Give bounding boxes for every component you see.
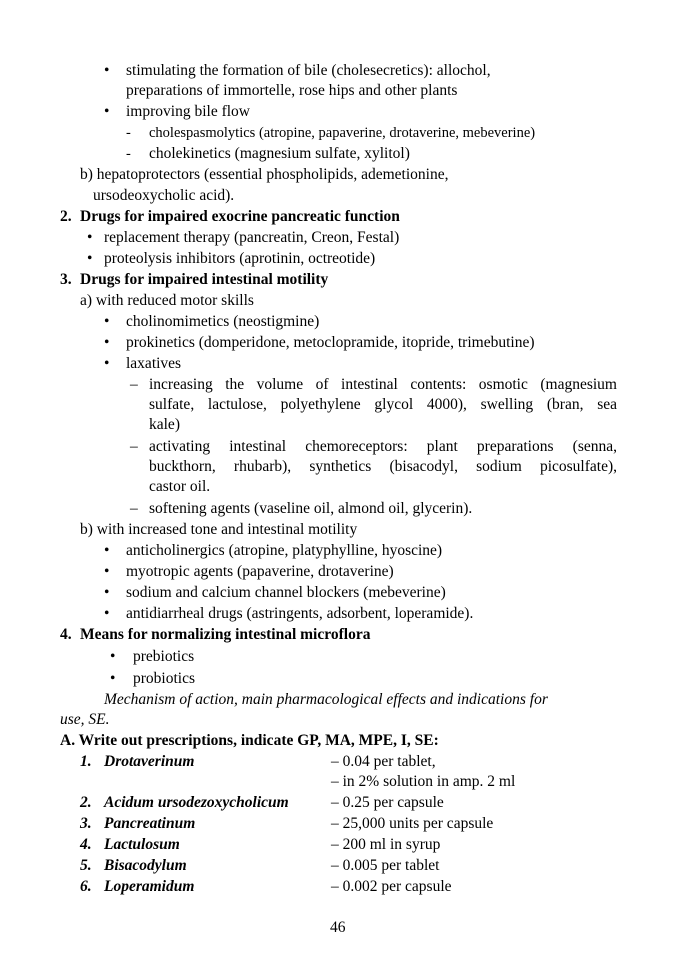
- bullet-icon: •: [104, 103, 110, 120]
- list-item: myotropic agents (papaverine, drotaverine): [126, 563, 394, 580]
- paragraph-line: Mechanism of action, main pharmacological effects and indications for: [104, 691, 548, 708]
- rx-dose: – in 2% solution in amp. 2 ml: [331, 773, 516, 790]
- list-item: sodium and calcium channel blockers (mebeverine): [126, 584, 446, 601]
- list-item: castor oil.: [149, 478, 211, 495]
- section-number: 3.: [60, 271, 72, 288]
- list-item: cholinomimetics (neostigmine): [126, 313, 320, 330]
- bullet-icon: •: [104, 313, 110, 330]
- bullet-icon: •: [104, 355, 110, 372]
- section-heading: Means for normalizing intestinal microflora: [80, 626, 371, 643]
- dash-icon: –: [130, 376, 138, 393]
- list-item: replacement therapy (pancreatin, Creon, Festal): [104, 229, 400, 246]
- dash-icon: –: [130, 500, 138, 517]
- list-item: anticholinergics (atropine, platyphylline, hyoscine): [126, 542, 443, 559]
- rx-drug-name: Drotaverinum: [104, 753, 195, 770]
- page-number: 46: [330, 919, 346, 936]
- bullet-icon: •: [104, 62, 110, 79]
- rx-drug-name: Bisacodylum: [104, 857, 187, 874]
- list-item: softening agents (vaseline oil, almond oil, glycerin).: [149, 500, 473, 517]
- dash-icon: -: [126, 125, 131, 141]
- list-item: b) hepatoprotectors (essential phospholipids, ademetionine,: [80, 166, 449, 183]
- rx-number: 6.: [80, 878, 92, 895]
- bullet-icon: •: [110, 670, 116, 687]
- list-item: b) with increased tone and intestinal motility: [80, 521, 358, 538]
- rx-dose: – 0.04 per tablet,: [331, 753, 436, 770]
- bullet-icon: •: [104, 605, 110, 622]
- list-item: cholespasmolytics (atropine, papaverine, drotaverine, mebeverine): [149, 125, 536, 141]
- list-item: probiotics: [133, 670, 195, 687]
- list-item: a) with reduced motor skills: [80, 292, 254, 309]
- rx-dose: – 0.25 per capsule: [331, 794, 444, 811]
- list-item: ursodeoxycholic acid).: [93, 187, 235, 204]
- dash-icon: –: [130, 438, 138, 455]
- list-item: cholekinetics (magnesium sulfate, xylitol): [149, 145, 410, 162]
- rx-drug-name: Lactulosum: [104, 836, 180, 853]
- list-item: proteolysis inhibitors (aprotinin, octreotide): [104, 250, 376, 267]
- list-item: laxatives: [126, 355, 182, 372]
- rx-number: 3.: [80, 815, 92, 832]
- rx-dose: – 0.002 per capsule: [331, 878, 452, 895]
- rx-dose: – 0.005 per tablet: [331, 857, 440, 874]
- dash-icon: -: [126, 146, 131, 162]
- paragraph-line: use, SE.: [60, 711, 110, 728]
- section-heading: Drugs for impaired exocrine pancreatic function: [80, 208, 400, 225]
- rx-drug-name: Acidum ursodezoxycholicum: [104, 794, 289, 811]
- list-item: kale): [149, 416, 180, 433]
- rx-number: 1.: [80, 753, 92, 770]
- list-item: increasing the volume of intestinal contents: osmotic (magnesium: [149, 376, 617, 393]
- bullet-icon: •: [87, 229, 93, 246]
- bullet-icon: •: [104, 584, 110, 601]
- rx-dose: – 200 ml in syrup: [331, 836, 441, 853]
- list-item: sulfate, lactulose, polyethylene glycol 4000), swelling (bran, sea: [149, 396, 617, 413]
- bullet-icon: •: [87, 250, 93, 267]
- rx-number: 4.: [80, 836, 92, 853]
- list-item: buckthorn, rhubarb), synthetics (bisacodyl, sodium picosulfate),: [149, 458, 617, 475]
- section-number: 2.: [60, 208, 72, 225]
- list-item: prebiotics: [133, 648, 195, 665]
- bullet-icon: •: [104, 563, 110, 580]
- list-item: antidiarrheal drugs (astringents, adsorbent, loperamide).: [126, 605, 474, 622]
- section-number: 4.: [60, 626, 72, 643]
- list-item: improving bile flow: [126, 103, 250, 120]
- list-item: activating intestinal chemoreceptors: plant preparations (senna,: [149, 438, 617, 455]
- rx-drug-name: Pancreatinum: [104, 815, 196, 832]
- list-item: stimulating the formation of bile (cholesecretics): allochol,: [126, 62, 491, 79]
- bullet-icon: •: [104, 542, 110, 559]
- rx-number: 5.: [80, 857, 92, 874]
- bullet-icon: •: [110, 648, 116, 665]
- rx-drug-name: Loperamidum: [104, 878, 195, 895]
- section-heading: Drugs for impaired intestinal motility: [80, 271, 329, 288]
- rx-number: 2.: [80, 794, 92, 811]
- bullet-icon: •: [104, 334, 110, 351]
- prescriptions-heading: A. Write out prescriptions, indicate GP, MA, MPE, I, SE:: [60, 732, 439, 749]
- list-item: prokinetics (domperidone, metoclopramide, itopride, trimebutine): [126, 334, 535, 351]
- list-item: preparations of immortelle, rose hips and other plants: [126, 82, 458, 99]
- rx-dose: – 25,000 units per capsule: [331, 815, 494, 832]
